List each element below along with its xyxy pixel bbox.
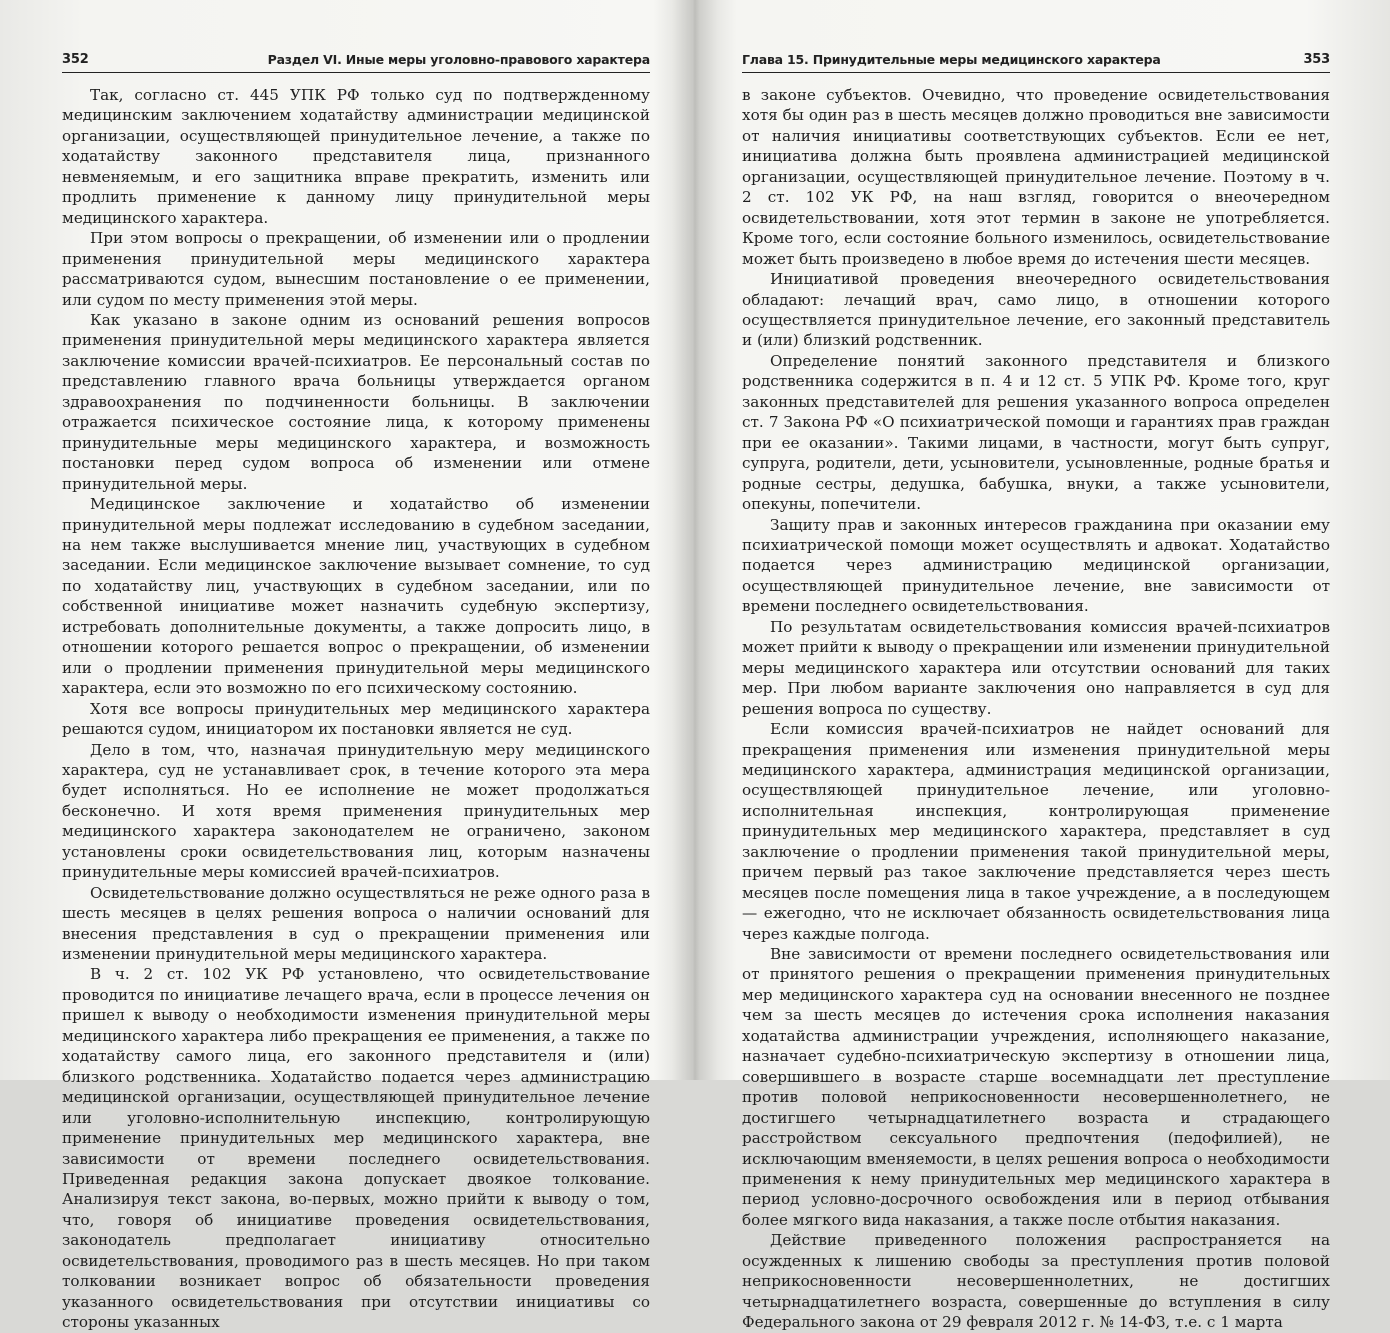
left-running-head bbox=[62, 52, 650, 73]
left-page-number: 352 bbox=[62, 52, 89, 67]
right-page-number: 353 bbox=[1303, 52, 1330, 67]
paragraph: Вне зависимости от времени последнего освидетельствования или от принятого решения о прекращении применения принудительных мер медицинского характера суд на основании внесенного не позднее чем за шесть месяцев до истечения срока исполнения наказания ходатайства администрации учреждения, исполняющего наказание, назначает судебно-психиатрическую экспертизу в отношении лица, совершившего в возрасте старше восемнадцати лет преступление против половой неприкосновенности несовершеннолетнего, не достигшего четырнадцатилетнего возраста и страдающего расстройством сексуального предпочтения (педофилией), не исключающим вменяемости, в целях решения вопроса о необходимости применения к нему принудительных мер медицинского характера в период условно-досрочного освобождения или в период отбывания более мягкого вида наказания, а также после отбытия наказания. bbox=[742, 945, 1330, 1229]
right-running-head bbox=[742, 52, 1330, 73]
paragraph: Защиту прав и законных интересов гражданина при оказании ему психиатрической помощи может осуществлять и адвокат. Ходатайство подается через администрацию медицинской организации, осуществляющей принудительное лечение, вне зависимости от времени последнего освидетельствования. bbox=[742, 515, 1330, 616]
paragraph-continued: в законе субъектов. Очевидно, что проведение освидетельствования хотя бы один раз в шесть месяцев должно проводиться вне зависимости от наличия инициативы соответствующих субъектов. Если ее нет, инициатива должна быть проявлена администрацией медицинской организации, осуществляющей принудительное лечение. Поэтому в ч. 2 ст. 102 УК РФ, на наш взгляд, говорится о внеочередном освидетельствовании, хотя этот термин в законе не употребляется. Кроме того, если состояние больного изменилось, освидетельствование может быть произведено в любое время до истечения шести месяцев. bbox=[742, 86, 1330, 268]
paragraph: Определение понятий законного представителя и близкого родственника содержится в п. 4 и 12 ст. 5 УПК РФ. Кроме того, круг законных представителей для решения указанного вопроса определен ст. 7 Закона РФ «О психиатрической помощи и гарантиях прав граждан при ее оказании». Такими лицами, в частности, могут быть супруг, супруга, родители, дети, усыновители, усыновленные, родные братья и родные сестры, дедушка, бабушка, внуки, а также усыновители, опекуны, попечители. bbox=[742, 351, 1330, 514]
paragraph: Дело в том, что, назначая принудительную меру медицинского характера, суд не устанавливает срок, в течение которого эта мера будет исполняться. Но ее исполнение не может продолжаться бесконечно. И хотя время применения принудительных мер медицинского характера законодателем не ограничено, законом установлены сроки освидетельствования лиц, которым назначены принудительные меры комиссией врачей-психиатров. bbox=[62, 740, 650, 882]
left-running-title: Раздел VI. Иные меры уголовно-правового характера bbox=[267, 52, 650, 67]
paragraph: В ч. 2 ст. 102 УК РФ установлено, что освидетельствование проводится по инициативе лечащего врача, если в процессе лечения он пришел к выводу о необходимости изменения принудительной меры медицинского характера либо прекращения ее применения, а также по ходатайству самого лица, его законного представителя и (или) близкого родственника. Ходатайство подается через администрацию медицинской организации, осуществляющей принудительное лечение или уголовно-исполнительную инспекцию, контролирующую применение принудительных мер медицинского характера, вне зависимости от времени последнего освидетельствования. Приведенная редакция закона допускает двоякое толкование. Анализируя текст закона, во-первых, можно прийти к выводу о том, что, говоря об инициативе проведения освидетельствования, законодатель предполагает инициативу относительно освидетельствования, проводимого раз в шесть месяцев. Но при таком толковании возникает вопрос об обязательности проведения указанного освидетельствования при отсутствии инициативы со стороны указанных bbox=[62, 965, 650, 1332]
paragraph: Если комиссия врачей-психиатров не найдет оснований для прекращения применения или изменения принудительной меры медицинского характера, администрация медицинской организации, осуществляющей принудительное лечение, или уголовно-исполнительная инспекция, контролирующая применение принудительных мер медицинского характера, представляет в суд заключение о продлении применения такой принудительной меры, причем первый раз такое заключение представляется через шесть месяцев после помещения лица в такое учреждение, а в последующем — ежегодно, что не исключает обязанность освидетельствования лица через каждые полгода. bbox=[742, 720, 1330, 943]
paragraph: При этом вопросы о прекращении, об изменении или о продлении применения принудительной меры медицинского характера рассматриваются судом, вынесшим постановление о ее применении, или судом по месту применения этой меры. bbox=[62, 229, 650, 309]
paragraph: Действие приведенного положения распространяется на осужденных к лишению свободы за преступления против половой неприкосновенности несовершеннолетних, не достигших четырнадцатилетнего возраста, совершенные до вступления в силу Федерального закона от 29 февраля 2012 г. № 14-ФЗ, т.е. с 1 марта bbox=[742, 1231, 1330, 1332]
right-page bbox=[742, 52, 1330, 1332]
paragraph: Хотя все вопросы принудительных мер медицинского характера решаются судом, инициатором их постановки является не суд. bbox=[62, 699, 650, 739]
right-page-text bbox=[742, 85, 1330, 1333]
left-page-text bbox=[62, 85, 650, 1333]
paragraph: Медицинское заключение и ходатайство об изменении принудительной меры подлежат исследованию в судебном заседании, на нем также выслушивается мнение лиц, участвующих в судебном заседании. Если медицинское заключение вызывает сомнение, то суд по ходатайству лиц, участвующих в судебном заседании, или по собственной инициативе может назначить судебную экспертизу, истребовать дополнительные документы, а также допросить лицо, в отношении которого решается вопрос о прекращении, об изменении или о продлении применения принудительной меры медицинского характера, если это возможно по его психическому состоянию. bbox=[62, 495, 650, 698]
paragraph: Так, согласно ст. 445 УПК РФ только суд по подтвержденному медицинским заключением ходатайству администрации медицинской организации, осуществляющей принудительное лечение, а также по ходатайству законного представителя лица, признанного невменяемым, и его защитника вправе прекратить, изменить или продлить применение к данному лицу принудительной меры медицинского характера. bbox=[62, 86, 650, 227]
paragraph: Инициативой проведения внеочередного освидетельствования обладают: лечащий врач, само лицо, в отношении которого осуществляется принудительное лечение, его законный представитель и (или) близкий родственник. bbox=[742, 270, 1330, 350]
paragraph: По результатам освидетельствования комиссия врачей-психиатров может прийти к выводу о прекращении или изменении принудительной меры медицинского характера или отсутствии оснований для таких мер. При любом варианте заключения оно направляется в суд для решения вопроса по существу. bbox=[742, 617, 1330, 718]
book-gutter bbox=[672, 0, 718, 1080]
left-page bbox=[62, 52, 650, 1332]
right-running-title: Глава 15. Принудительные меры медицинского характера bbox=[742, 52, 1161, 67]
paragraph: Освидетельствование должно осуществляться не реже одного раза в шесть месяцев в целях решения вопроса о наличии оснований для внесения представления в суд о прекращении применения или изменении принудительной меры медицинского характера. bbox=[62, 883, 650, 964]
paragraph: Как указано в законе одним из оснований решения вопросов применения принудительной меры медицинского характера является заключение комиссии врачей-психиатров. Ее персональный состав по представлению главного врача больницы утверждается органом здравоохранения по подчиненности больницы. В заключении отражается психическое состояние лица, к которому применены принудительные меры медицинского характера, и возможность постановки перед судом вопроса об изменении или отмене принудительной меры. bbox=[62, 310, 650, 493]
